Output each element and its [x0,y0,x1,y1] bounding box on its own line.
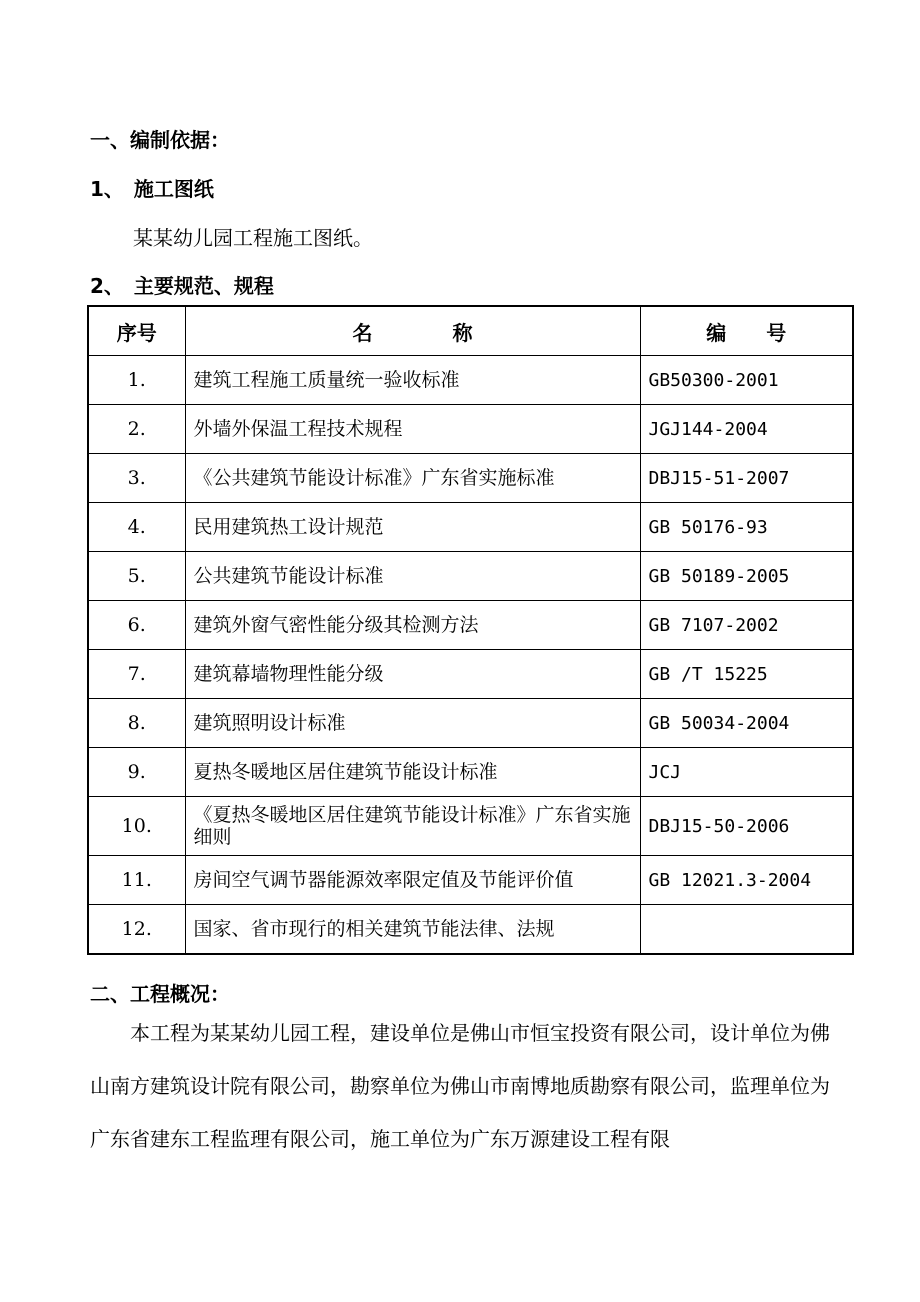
standards-table [87,305,854,955]
subsection-1-text: 某某幼儿园工程施工图纸。 [133,226,373,250]
project-overview-paragraph: 本工程为某某幼儿园工程，建设单位是佛山市恒宝投资有限公司，设计单位为佛山南方建筑设计院有限公司，勘察单位为佛山市南博地质勘察有限公司，监理单位为广东省建东工程监理有限公司，施工单位为广东万源建设工程有限 [90,1021,830,1151]
cell-code: JCJ [640,748,853,797]
table-row [88,797,853,856]
table-row [88,356,853,405]
cell-code [640,905,853,955]
table-row [88,748,853,797]
cell-name: 房间空气调节器能源效率限定值及节能评价值 [185,856,640,905]
cell-seq: 4. [88,503,185,552]
cell-code: DBJ15-50-2006 [640,797,853,856]
cell-name: 民用建筑热工设计规范 [185,503,640,552]
header-code: 编 号 [640,306,853,356]
cell-code: DBJ15-51-2007 [640,454,853,503]
cell-name: 公共建筑节能设计标准 [185,552,640,601]
section-2-heading: 二、工程概况： [90,982,230,1006]
cell-name: 建筑工程施工质量统一验收标准 [185,356,640,405]
table-row [88,601,853,650]
table-row [88,503,853,552]
section-1-heading: 一、编制依据： [90,128,230,152]
cell-seq: 3. [88,454,185,503]
cell-code: GB /T 15225 [640,650,853,699]
cell-name: 夏热冬暖地区居住建筑节能设计标准 [185,748,640,797]
table-header-row [88,306,853,356]
cell-name: 建筑照明设计标准 [185,699,640,748]
header-seq: 序号 [88,306,185,356]
cell-seq: 10. [88,797,185,856]
cell-seq: 2. [88,405,185,454]
cell-seq: 11. [88,856,185,905]
table-row [88,856,853,905]
cell-code: JGJ144-2004 [640,405,853,454]
cell-seq: 7. [88,650,185,699]
cell-name: 建筑幕墙物理性能分级 [185,650,640,699]
cell-code: GB 7107-2002 [640,601,853,650]
cell-code: GB 50034-2004 [640,699,853,748]
cell-code: GB 50189-2005 [640,552,853,601]
cell-code: GB 12021.3-2004 [640,856,853,905]
cell-name: 《公共建筑节能设计标准》广东省实施标准 [185,454,640,503]
cell-name: 建筑外窗气密性能分级其检测方法 [185,601,640,650]
cell-seq: 1. [88,356,185,405]
cell-seq: 8. [88,699,185,748]
table-row [88,905,853,955]
table-row [88,454,853,503]
table-row [88,405,853,454]
cell-seq: 9. [88,748,185,797]
header-name: 名 称 [185,306,640,356]
subsection-2-heading: 2、 主要规范、规程 [90,274,274,298]
table-row [88,650,853,699]
subsection-1-heading: 1、 施工图纸 [90,177,214,201]
cell-seq: 12. [88,905,185,955]
cell-code: GB50300-2001 [640,356,853,405]
cell-seq: 6. [88,601,185,650]
table-row [88,552,853,601]
cell-name: 国家、省市现行的相关建筑节能法律、法规 [185,905,640,955]
cell-seq: 5. [88,552,185,601]
cell-name: 《夏热冬暖地区居住建筑节能设计标准》广东省实施细则 [185,797,640,856]
cell-code: GB 50176-93 [640,503,853,552]
cell-name: 外墙外保温工程技术规程 [185,405,640,454]
table-row [88,699,853,748]
